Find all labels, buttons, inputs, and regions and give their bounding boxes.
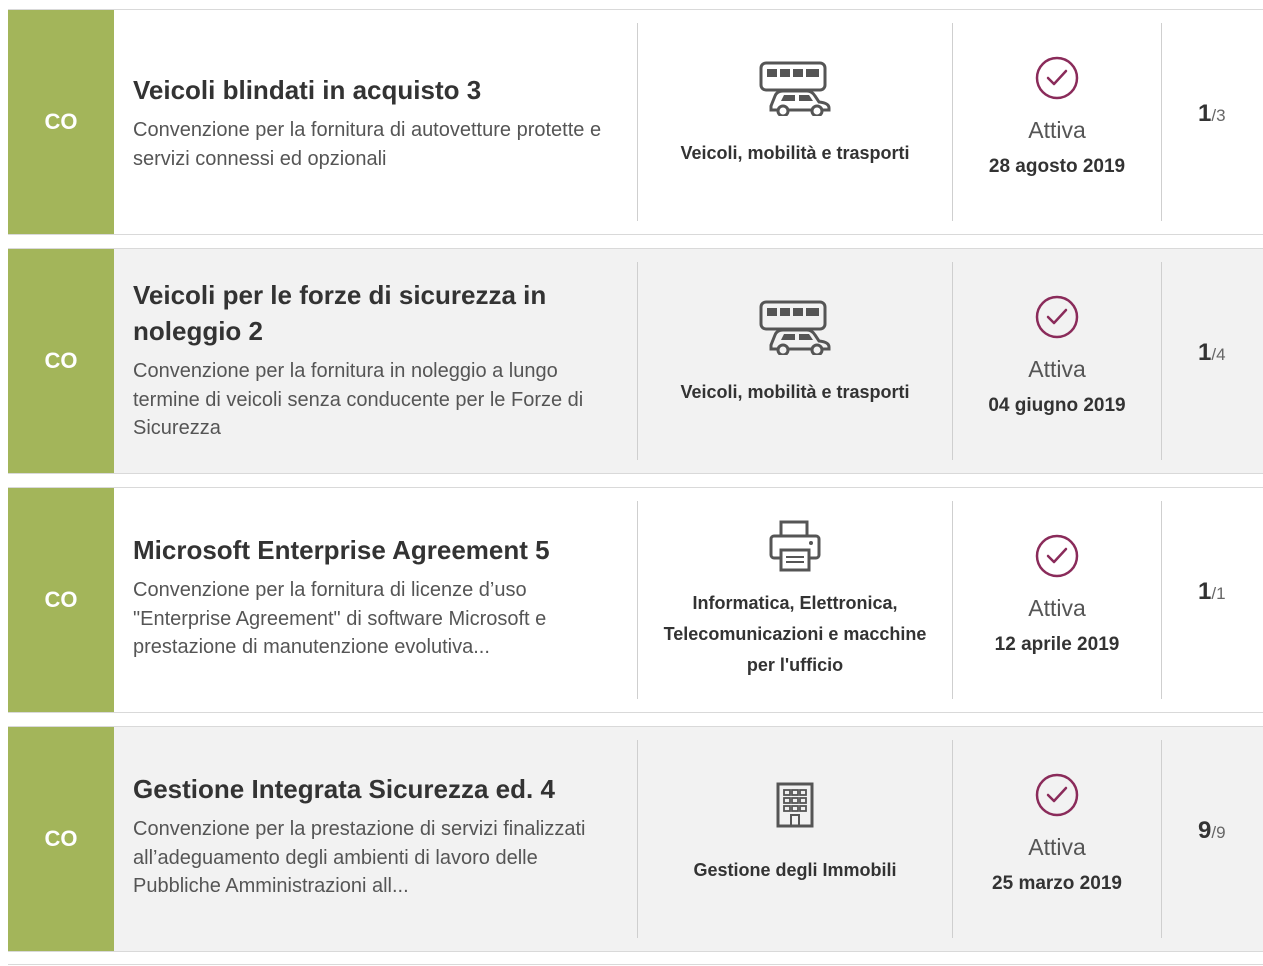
- card-description: Convenzione per la fornitura di autovetture protette e servizi connessi ed opzionali: [133, 119, 602, 170]
- agreement-card[interactable]: [8, 9, 1263, 235]
- category-label: Gestione degli Immobili: [693, 860, 897, 880]
- status-text: Attiva: [1028, 834, 1086, 860]
- card-main: [114, 249, 637, 473]
- card-title[interactable]: Veicoli per le forze di sicurezza in noleggio 2: [133, 280, 547, 346]
- category-block: [638, 727, 952, 951]
- type-badge: CO: [8, 727, 114, 951]
- card-main: [114, 727, 637, 951]
- card-description: Convenzione per la fornitura di licenze d’uso "Enterprise Agreement" di software Microsoft e prestazione di manutenzione evolutiva...: [133, 579, 547, 658]
- category-label: Veicoli, mobilità e trasporti: [680, 143, 910, 163]
- status-date: 12 aprile 2019: [994, 634, 1120, 655]
- status-date: 28 agosto 2019: [988, 156, 1126, 177]
- status-text: Attiva: [1028, 117, 1086, 143]
- status-block: [953, 249, 1161, 473]
- type-badge: CO: [8, 10, 114, 234]
- type-badge: CO: [8, 488, 114, 712]
- status-date: 04 giugno 2019: [988, 395, 1126, 416]
- check-circle-icon: [1034, 294, 1080, 345]
- category-block: [638, 488, 952, 712]
- card-main: [114, 10, 637, 234]
- count: [1162, 249, 1263, 473]
- card-title[interactable]: Gestione Integrata Sicurezza ed. 4: [133, 774, 555, 804]
- type-badge: CO: [8, 249, 114, 473]
- check-circle-icon: [1034, 55, 1080, 106]
- status-text: Attiva: [1028, 356, 1086, 382]
- agreement-card[interactable]: [8, 248, 1263, 474]
- card-title[interactable]: Veicoli blindati in acquisto 3: [133, 75, 482, 105]
- card-description: Convenzione per la prestazione di servizi finalizzati all’adeguamento degli ambienti di lavoro delle Pubbliche Amministrazioni all...: [133, 818, 586, 897]
- count-total: /4: [1211, 345, 1226, 364]
- check-circle-icon: [1034, 772, 1080, 823]
- card-title[interactable]: Microsoft Enterprise Agreement 5: [133, 535, 550, 565]
- count-current: 1: [1198, 339, 1212, 366]
- status-block: [953, 488, 1161, 712]
- category-label: Veicoli, mobilità e trasporti: [680, 382, 910, 402]
- count: [1162, 488, 1263, 712]
- count-current: 1: [1198, 100, 1212, 127]
- count-current: 9: [1198, 817, 1212, 844]
- count: [1162, 727, 1263, 951]
- category-block: [638, 10, 952, 234]
- count-total: /1: [1211, 584, 1226, 603]
- category-block: [638, 249, 952, 473]
- category-label: Informatica, Elettronica, Telecomunicazioni e macchine per l'ufficio: [663, 593, 927, 675]
- card-main: [114, 488, 637, 712]
- vehicles-icon: [757, 60, 833, 116]
- agreements-list: [8, 9, 1263, 965]
- count: [1162, 10, 1263, 234]
- building-icon: [773, 777, 817, 833]
- status-date: 25 marzo 2019: [992, 873, 1122, 894]
- count-total: /9: [1211, 823, 1226, 842]
- vehicles-icon: [757, 299, 833, 355]
- count-current: 1: [1198, 578, 1212, 605]
- check-circle-icon: [1034, 533, 1080, 584]
- count-total: /3: [1211, 106, 1226, 125]
- printer-icon: [767, 518, 823, 574]
- agreement-card[interactable]: [8, 487, 1263, 713]
- status-block: [953, 727, 1161, 951]
- card-description: Convenzione per la fornitura in noleggio a lungo termine di veicoli senza conducente per le Forze di Sicurezza: [133, 360, 584, 439]
- status-text: Attiva: [1028, 595, 1086, 621]
- status-block: [953, 10, 1161, 234]
- agreement-card[interactable]: [8, 726, 1263, 952]
